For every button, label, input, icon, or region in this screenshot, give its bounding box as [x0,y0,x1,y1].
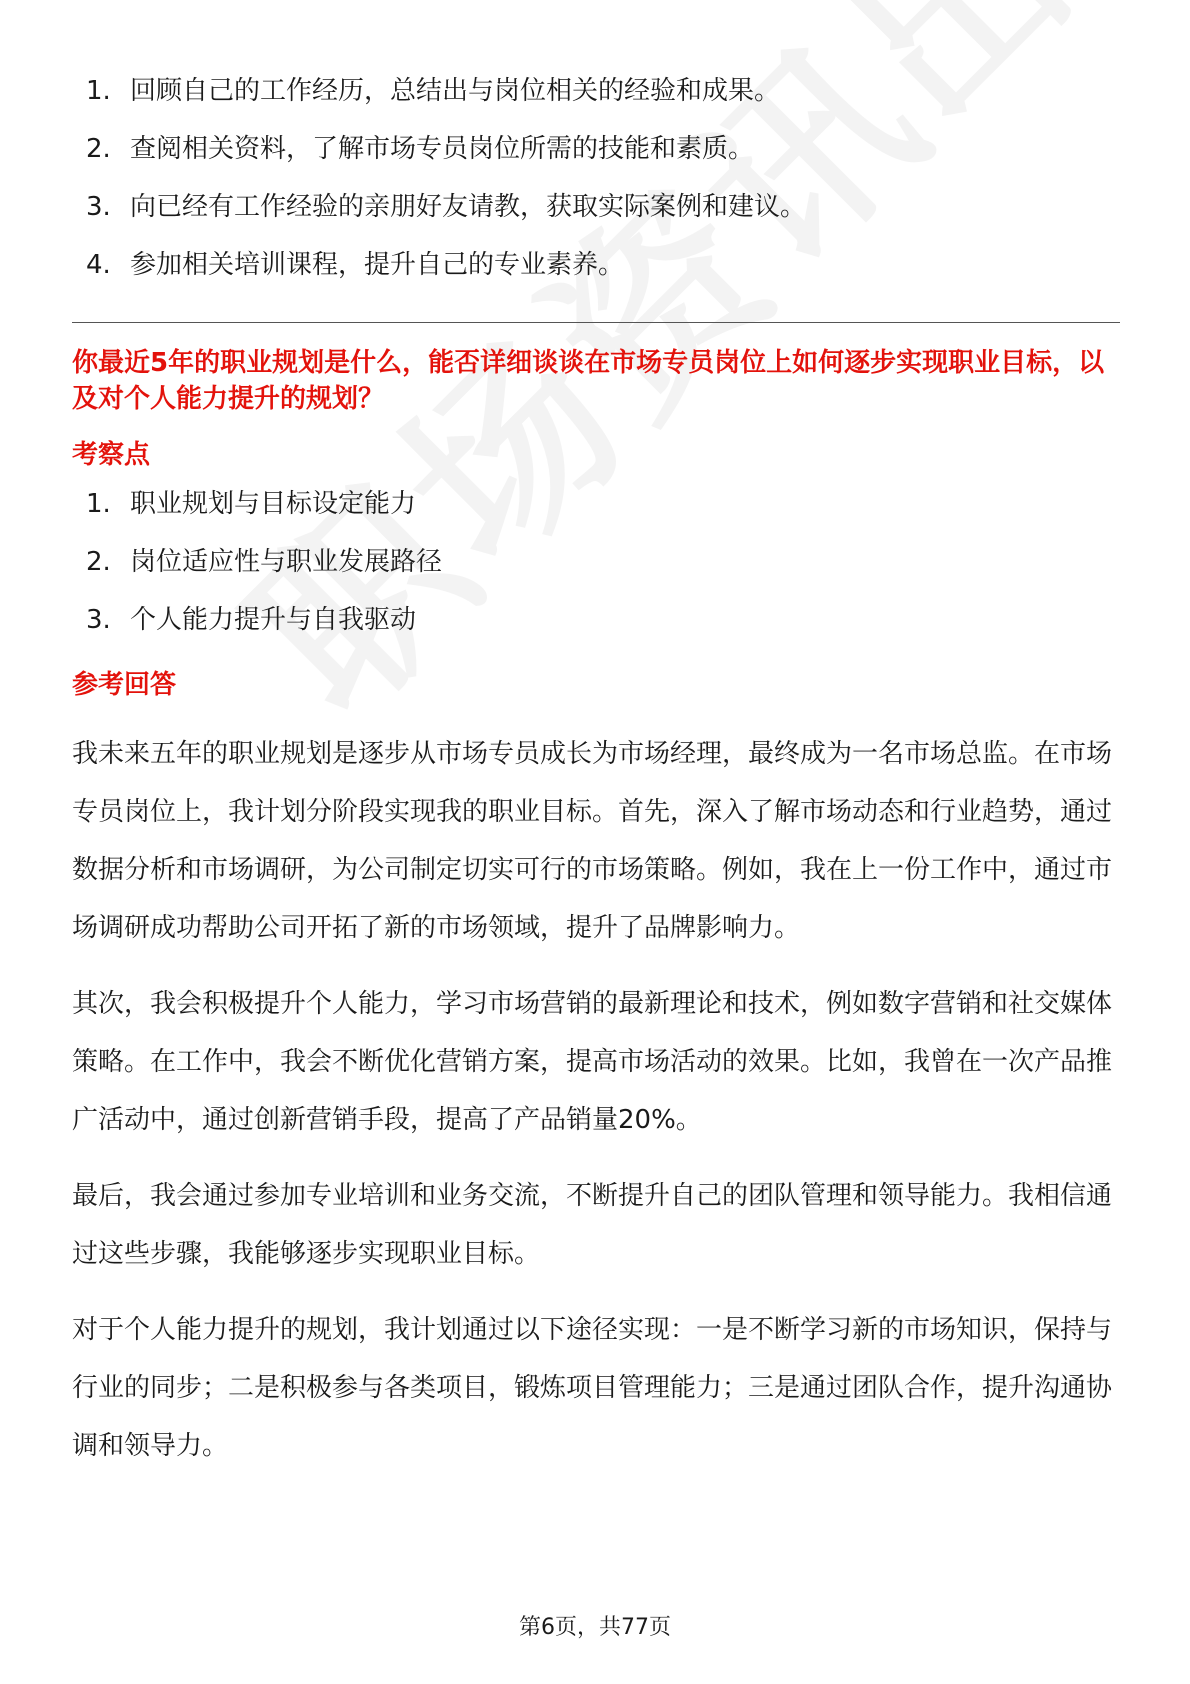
answer-heading: 参考回答 [72,670,177,700]
list-number: 4. [86,250,111,280]
answer-paragraph: 其次，我会积极提升个人能力，学习市场营销的最新理论和技术，例如数字营销和社交媒体策略。在工作中，我会不断优化营销方案，提高市场活动的效果。比如，我曾在一次产品推广活动中，通过创新营销手段，提高了产品销量20%。 [72,989,1113,1135]
answer-paragraph: 最后，我会通过参加专业培训和业务交流，不断提升自己的团队管理和领导能力。我相信通过这些步骤，我能够逐步实现职业目标。 [72,1181,1113,1269]
list-text: 查阅相关资料，了解市场专员岗位所需的技能和素质。 [130,134,755,164]
answer-paragraph: 我未来五年的职业规划是逐步从市场专员成长为市场经理，最终成为一名市场总监。在市场专员岗位上，我计划分阶段实现我的职业目标。首先，深入了解市场动态和行业趋势，通过数据分析和市场调研，为公司制定切实可行的市场策略。例如，我在上一份工作中，通过市场调研成功帮助公司开拓了新的市场领域，提升了品牌影响力。 [72,739,1113,943]
list-text: 参加相关培训课程，提升自己的专业素养。 [130,250,625,280]
list-number: 2. [86,547,111,577]
list-number: 3. [86,192,111,222]
section-divider [72,322,1120,323]
top-step-list [72,62,1120,294]
assessment-list [72,475,1120,649]
list-text: 岗位适应性与职业发展路径 [130,547,443,577]
interview-question: 你最近5年的职业规划是什么，能否详细谈谈在市场专员岗位上如何逐步实现职业目标，以及对个人能力提升的规划？ [72,348,1105,414]
list-text: 职业规划与目标设定能力 [130,489,417,519]
list-number: 3. [86,605,111,635]
list-item [86,120,1120,178]
list-text: 回顾自己的工作经历，总结出与岗位相关的经验和成果。 [130,76,781,106]
list-item [86,62,1120,120]
page-content [72,62,1120,1475]
list-number: 1. [86,489,111,519]
list-text: 向已经有工作经验的亲朋好友请教，获取实际案例和建议。 [130,192,807,222]
list-item [86,533,1120,591]
list-item [86,236,1120,294]
assessment-heading: 考察点 [72,440,151,470]
list-text: 个人能力提升与自我驱动 [130,605,417,635]
page-number: 第6页，共77页 [519,1615,671,1640]
list-item [86,178,1120,236]
answer-body [72,725,1120,1475]
answer-paragraph: 对于个人能力提升的规划，我计划通过以下途径实现：一是不断学习新的市场知识，保持与行业的同步；二是积极参与各类项目，锻炼项目管理能力；三是通过团队合作，提升沟通协调和领导力。 [72,1315,1113,1461]
list-number: 1. [86,76,111,106]
list-item [86,591,1120,649]
list-number: 2. [86,134,111,164]
list-item [86,475,1120,533]
